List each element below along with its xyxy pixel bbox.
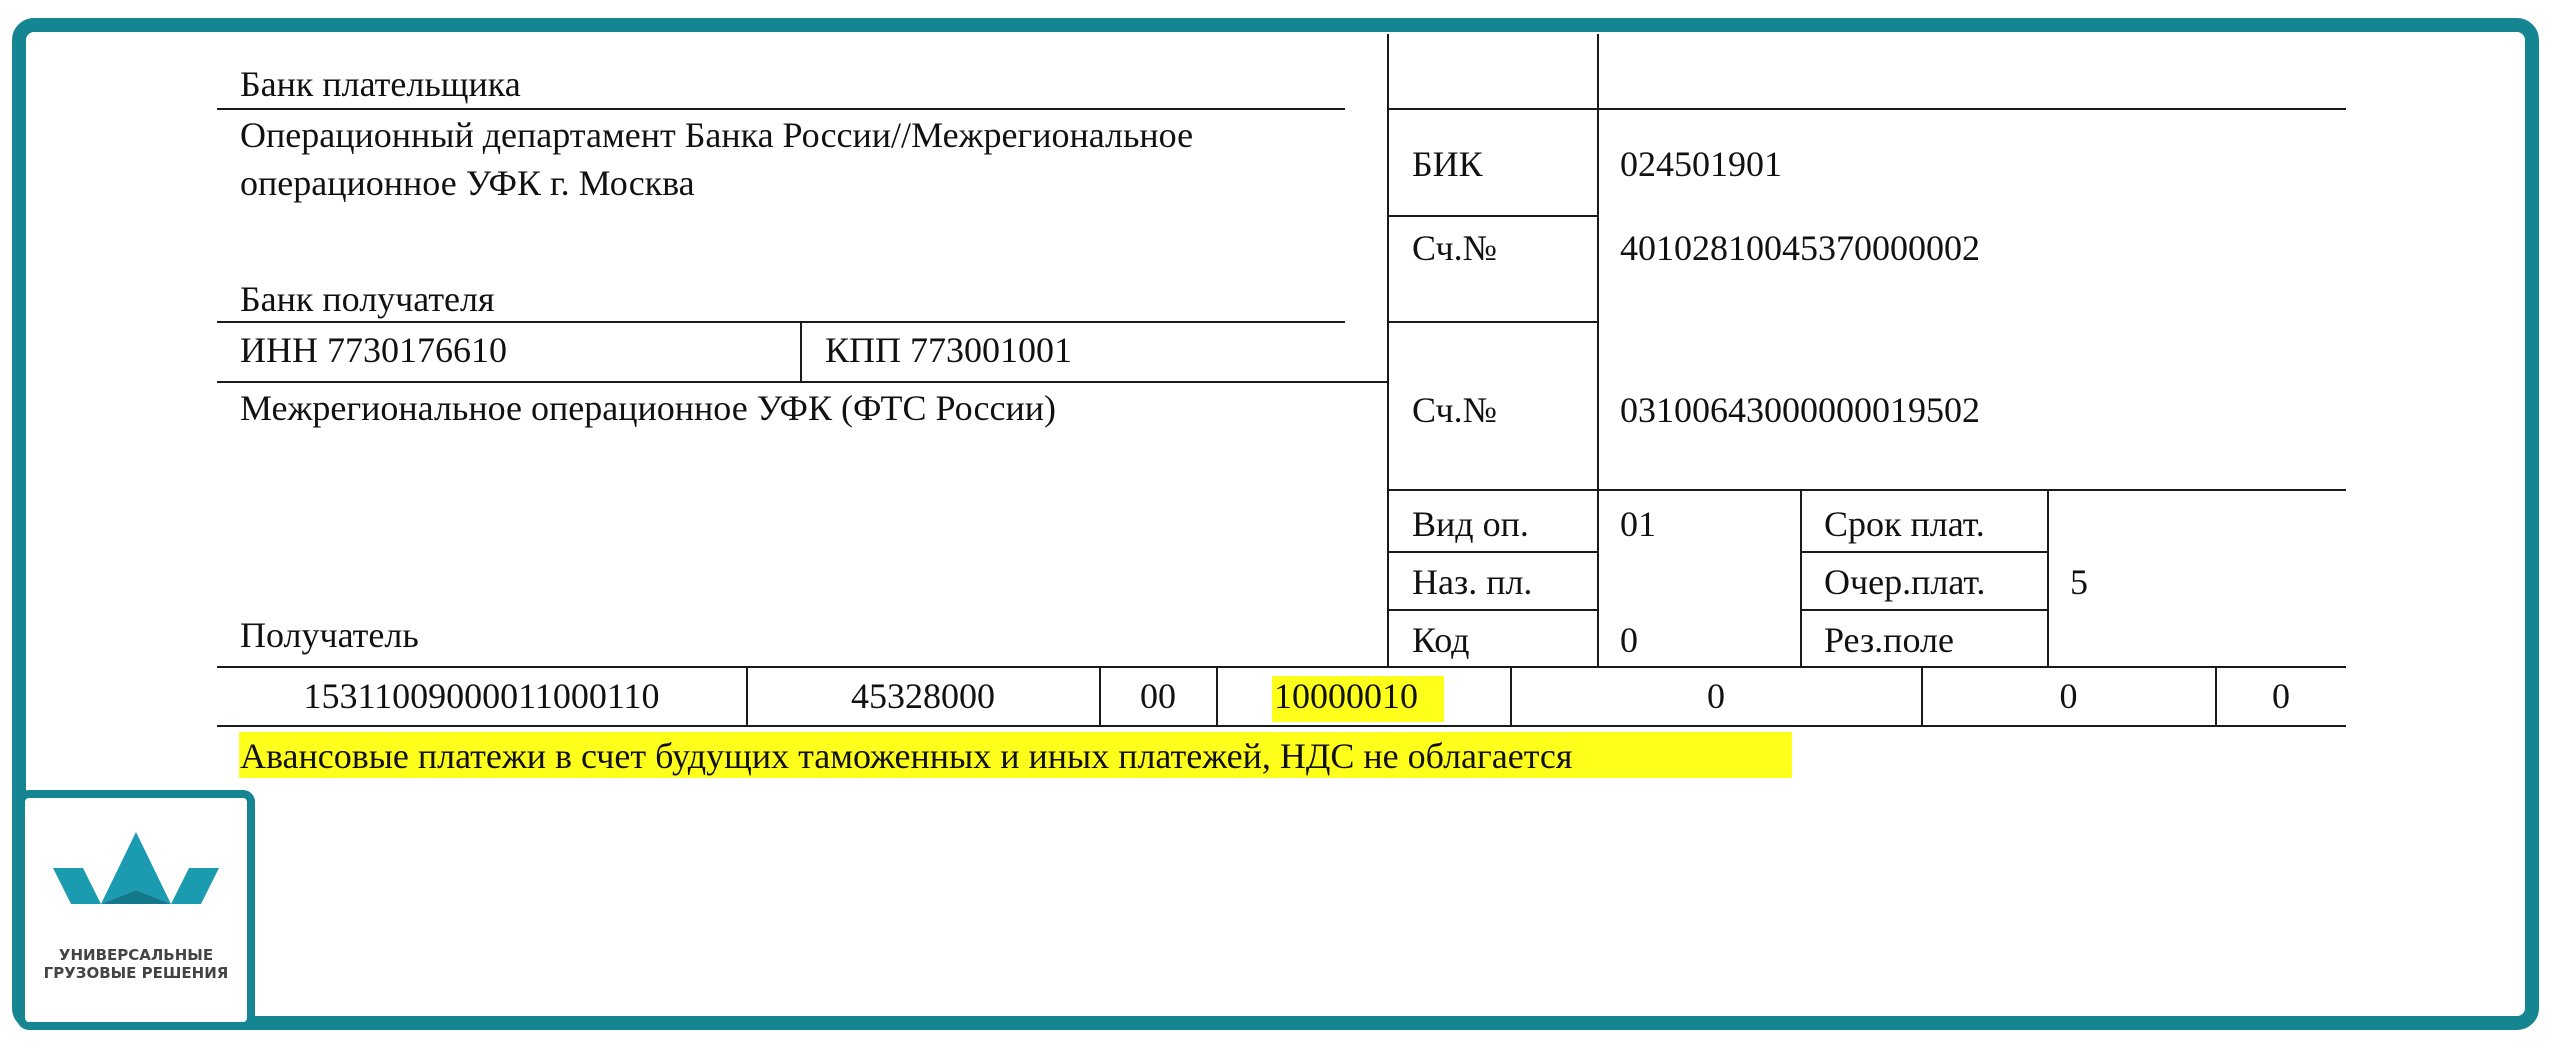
kpp-value: КПП 773001001	[825, 330, 1073, 370]
rule	[2047, 489, 2049, 666]
company-logo	[17, 790, 255, 1030]
rule	[1801, 609, 2048, 611]
payer-bank-label: Банк плательщика	[240, 64, 521, 104]
rule	[1801, 551, 2048, 553]
srok-plat-label: Срок плат.	[1824, 504, 1985, 544]
vid-op-value: 01	[1620, 504, 1656, 544]
recipient-name: Межрегиональное операционное УФК (ФТС России)	[240, 388, 1057, 428]
rule	[217, 725, 2346, 727]
payment-purpose: Авансовые платежи в счет будущих таможенных и иных платежей, НДС не облагается	[240, 736, 1573, 776]
oktmo-value: 45328000	[851, 676, 995, 716]
logo-boats-icon	[25, 820, 247, 920]
inn-value: ИНН 7730176610	[240, 330, 507, 370]
rule	[1388, 551, 1598, 553]
type-value: 0	[2272, 676, 2290, 716]
rule	[217, 108, 1345, 110]
logo-text-line2: ГРУЗОВЫЕ РЕШЕНИЯ	[43, 964, 229, 982]
ocher-plat-value: 5	[2070, 562, 2088, 602]
rez-pole-label: Рез.поле	[1824, 620, 1954, 660]
kod-label: Код	[1412, 620, 1470, 660]
rule	[1388, 215, 1598, 217]
rule	[1387, 34, 1389, 666]
period-value: 10000010	[1274, 676, 1418, 716]
vid-op-label: Вид оп.	[1412, 504, 1529, 544]
account1-label: Сч.№	[1412, 228, 1497, 268]
rule	[1388, 609, 1598, 611]
kbk-value: 15311009000011000110	[303, 676, 660, 716]
rule	[1597, 34, 1599, 666]
account2-label: Сч.№	[1412, 390, 1497, 430]
account2-value: 03100643000000019502	[1620, 390, 1980, 430]
bank-name-line2: операционное УФК г. Москва	[240, 163, 695, 203]
rule	[1800, 489, 1802, 666]
ocher-plat-label: Очер.плат.	[1824, 562, 1986, 602]
naz-pl-label: Наз. пл.	[1412, 562, 1533, 602]
bank-name-line1: Операционный департамент Банка России//Межрегиональное	[240, 115, 1194, 155]
bik-label: БИК	[1412, 144, 1483, 184]
rule	[217, 666, 2346, 668]
rule	[217, 321, 1345, 323]
rule	[1388, 321, 1598, 323]
doc-date-value: 0	[2059, 676, 2078, 716]
rule	[800, 321, 802, 381]
rule	[1597, 108, 2346, 110]
rule	[1388, 489, 2346, 491]
logo-text-line1: УНИВЕРСАЛЬНЫЕ	[58, 946, 214, 964]
doc-num-value: 0	[1707, 676, 1725, 716]
rule	[1216, 666, 1218, 726]
recipient-bank-label: Банк получателя	[240, 279, 495, 319]
bik-value: 024501901	[1620, 144, 1782, 184]
basis-value: 00	[1140, 676, 1176, 716]
recipient-label: Получатель	[240, 615, 419, 655]
rule	[217, 381, 1389, 383]
rule	[1388, 108, 1598, 110]
account1-value: 40102810045370000002	[1620, 228, 1980, 268]
kod-value: 0	[1620, 620, 1638, 660]
